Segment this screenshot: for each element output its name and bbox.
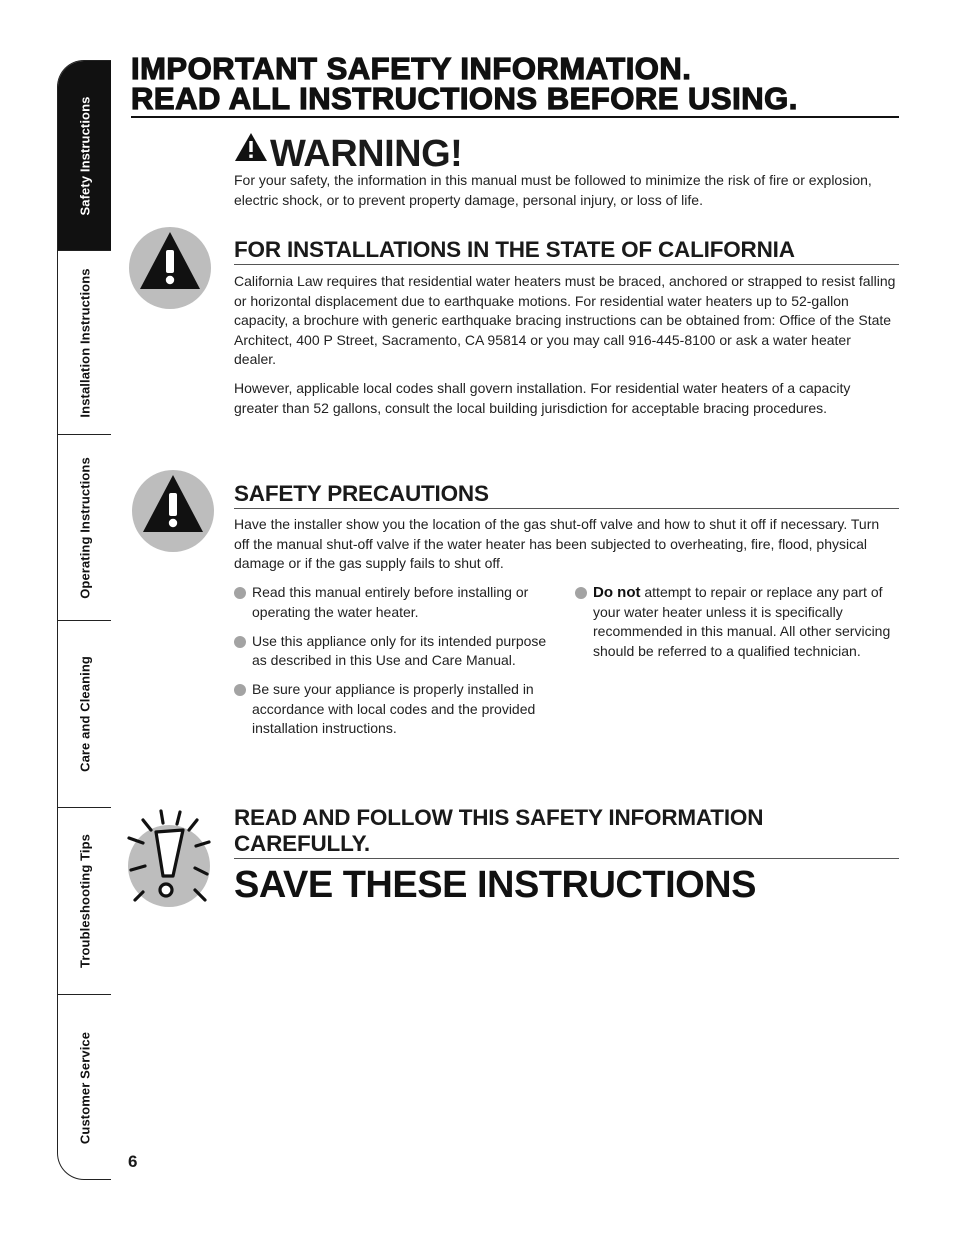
tab-label: Operating Instructions (77, 456, 93, 599)
list-item: Use this appliance only for its intended purpose as described in this Use and Care Manual. (234, 632, 556, 671)
do-not-emphasis: Do not (593, 584, 641, 601)
bullet-dot (234, 587, 246, 599)
tab-care-and-cleaning[interactable] (58, 621, 111, 808)
read-follow-heading: READ AND FOLLOW THIS SAFETY INFORMATION CAREFULLY. (234, 805, 899, 859)
warning-body: For your safety, the information in this manual must be followed to minimize the risk of fire or explosion, electric shock, or to prevent property damage, personal injury, or loss of life. (234, 172, 872, 208)
warning-title-text: WARNING! (270, 133, 463, 175)
california-paragraph-1: California Law requires that residential water heaters must be braced, anchored or strapped to resist falling or horizontal displacement due to earthquake motions. For residential water heaters up to 52-gallon capacity, a brochure with generic earthquake bracing instructions can be obtained from: Office of the State Architect, 400 P Street, Sacramento, CA 95814 or you may call 916-445-8100 or ask a water heater dealer. (234, 273, 896, 367)
bullet-dot (234, 684, 246, 696)
tab-safety-instructions[interactable] (58, 61, 111, 251)
tab-operating-instructions[interactable] (58, 435, 111, 621)
tab-label: Care and Cleaning (77, 656, 93, 772)
list-item: Read this manual entirely before installing or operating the water heater. (234, 583, 556, 622)
warning-triangle-icon (234, 132, 268, 162)
bullet-dot (234, 636, 246, 648)
precautions-heading: SAFETY PRECAUTIONS (234, 480, 899, 509)
alert-circle-icon (129, 227, 211, 309)
precautions-right-list (575, 583, 893, 671)
page-title-line-1: IMPORTANT SAFETY INFORMATION. (131, 51, 692, 86)
page-number: 6 (128, 1152, 138, 1171)
page-title (131, 51, 899, 118)
california-heading: FOR INSTALLATIONS IN THE STATE OF CALIFORNIA (234, 236, 899, 265)
page-title-line-2: READ ALL INSTRUCTIONS BEFORE USING. (131, 81, 798, 116)
list-item: Be sure your appliance is properly installed in accordance with local codes and the provided installation instructions. (234, 680, 556, 739)
tab-label: Safety Instructions (77, 96, 93, 215)
alert-circle-icon (132, 470, 214, 552)
save-instructions-title: SAVE THESE INSTRUCTIONS (234, 864, 756, 906)
tab-label: Customer Service (77, 1031, 93, 1145)
tab-customer-service[interactable] (58, 995, 111, 1180)
warning-title (234, 132, 462, 175)
tab-label: Troubleshooting Tips (77, 834, 93, 968)
tab-installation-instructions[interactable] (58, 251, 111, 435)
list-item: Do not attempt to repair or replace any part of your water heater unless it is specifically recommended in this manual. All other servicing should be referred to a qualified technician. (575, 583, 893, 661)
bullet-dot (575, 587, 587, 599)
precautions-intro: Have the installer show you the location of the gas shut-off valve and how to shut it off if necessary. Turn off the manual shut-off valve if the water heater has been subjected to overheating, fire, flood, physical damage or if the gas supply fails to shut off. (234, 516, 880, 571)
exclamation-burst-icon (123, 808, 215, 910)
precautions-left-list (234, 583, 556, 748)
tab-label: Installation Instructions (77, 267, 93, 418)
california-paragraph-2: However, applicable local codes shall govern installation. For residential water heaters of a capacity greater than 52 gallons, consult the local building jurisdiction for acceptable bracing procedures. (234, 380, 851, 416)
section-tabs (57, 60, 111, 1180)
tab-troubleshooting-tips[interactable] (58, 808, 111, 995)
